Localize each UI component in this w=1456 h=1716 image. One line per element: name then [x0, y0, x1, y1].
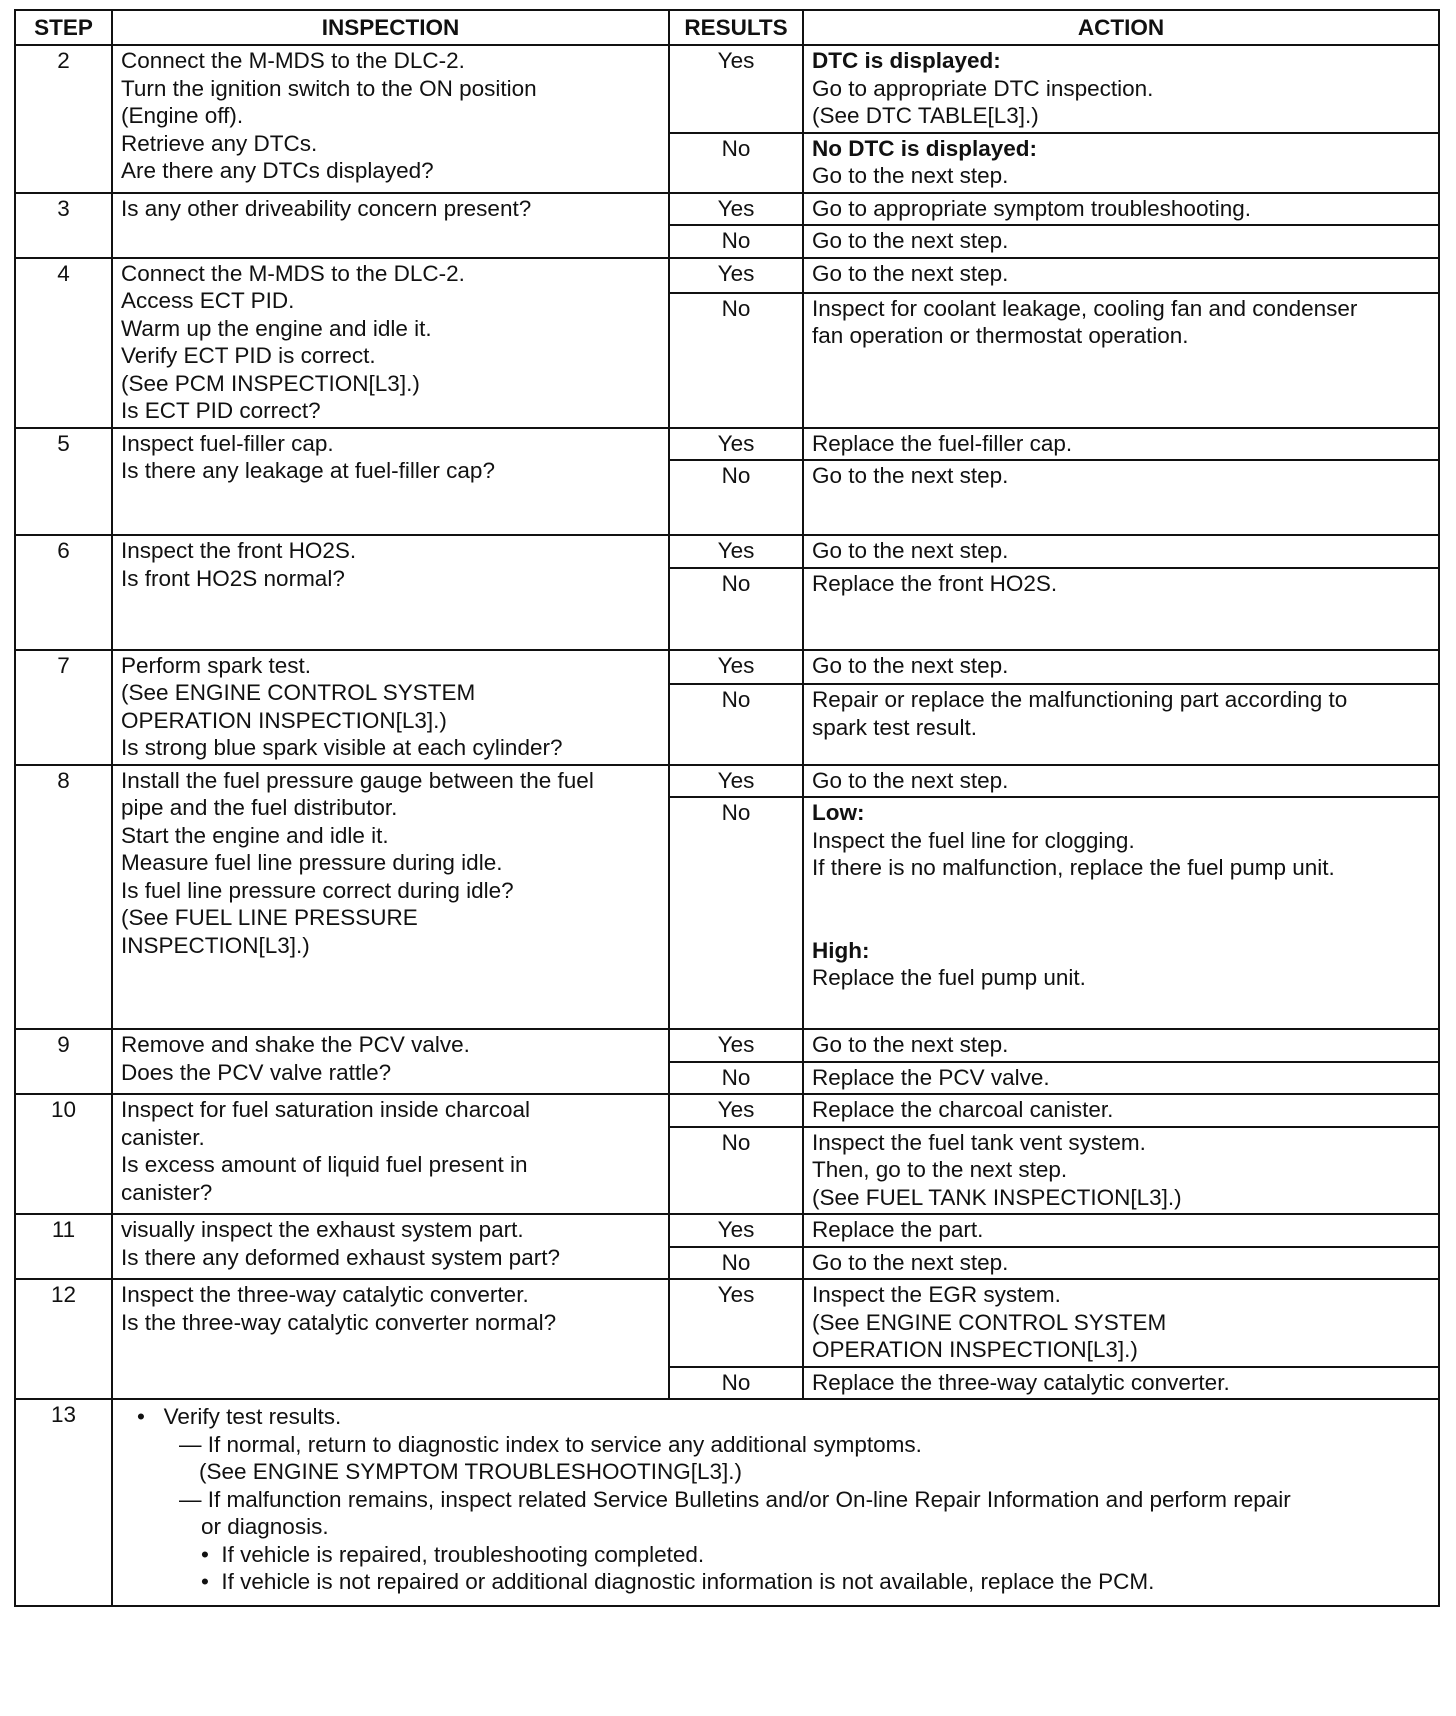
inspection-line: Is front HO2S normal? — [121, 565, 345, 591]
table-row — [15, 1279, 1439, 1367]
final-line: (See ENGINE SYMPTOM TROUBLESHOOTING[L3].) — [199, 1459, 743, 1484]
result-yes: Yes — [669, 258, 803, 293]
inspection-line: Inspect the three-way catalytic converter. — [121, 1282, 529, 1307]
step-header: STEP — [15, 10, 112, 45]
step-number: 10 — [15, 1094, 112, 1214]
step-number: 5 — [15, 428, 112, 536]
result-no: No — [669, 568, 803, 650]
action-cell-yes — [803, 258, 1439, 293]
action-heading: High: — [812, 937, 870, 963]
action-line: Go to the next step. — [812, 260, 1009, 286]
final-instructions — [112, 1399, 1439, 1606]
inspection-line: (Engine off). — [121, 103, 244, 128]
inspection-line: canister. — [121, 1124, 205, 1150]
action-line: Inspect the fuel tank vent system. — [812, 1129, 1146, 1155]
action-line: Replace the fuel-filler cap. — [812, 430, 1073, 456]
result-yes: Yes — [669, 1029, 803, 1062]
action-line: (See ENGINE CONTROL SYSTEM — [812, 1309, 1167, 1335]
action-line: Go to the next step. — [812, 652, 1009, 678]
inspection-line: Is excess amount of liquid fuel present in — [121, 1152, 528, 1177]
action-cell-no — [803, 568, 1439, 650]
table-row — [15, 258, 1439, 293]
action-line: Replace the part. — [812, 1217, 984, 1242]
table-row — [15, 765, 1439, 798]
action-heading: Low: — [812, 800, 865, 825]
inspection-line: pipe and the fuel distributor. — [121, 795, 398, 820]
final-line: — If normal, return to diagnostic index to service any additional symptoms. — [179, 1431, 922, 1457]
result-no: No — [669, 1367, 803, 1400]
result-no: No — [669, 460, 803, 535]
inspection-cell — [112, 428, 669, 536]
inspection-cell — [112, 1214, 669, 1279]
inspection-line: Start the engine and idle it. — [121, 822, 389, 848]
step-number: 7 — [15, 650, 112, 765]
inspection-line: Retrieve any DTCs. — [121, 130, 318, 156]
inspection-line: Is there any deformed exhaust system part? — [121, 1244, 560, 1270]
action-header: ACTION — [803, 10, 1439, 45]
inspection-line: Is the three-way catalytic converter normal? — [121, 1309, 557, 1335]
action-line: Inspect for coolant leakage, cooling fan and condenser — [812, 295, 1358, 321]
action-line: Replace the fuel pump unit. — [812, 965, 1086, 990]
action-line: Go to the next step. — [812, 163, 1009, 188]
final-line: — If malfunction remains, inspect related Service Bulletins and/or On-line Repair Information and perform repair — [179, 1486, 1291, 1512]
inspection-cell — [112, 1094, 669, 1214]
action-line: Replace the PCV valve. — [812, 1064, 1050, 1090]
header-row — [15, 10, 1439, 45]
action-cell-yes — [803, 1029, 1439, 1062]
action-cell-yes — [803, 1094, 1439, 1127]
result-yes: Yes — [669, 650, 803, 685]
action-line: OPERATION INSPECTION[L3].) — [812, 1337, 1138, 1362]
inspection-line: Measure fuel line pressure during idle. — [121, 850, 503, 875]
inspection-cell — [112, 45, 669, 193]
inspection-line: canister? — [121, 1179, 213, 1205]
inspection-cell — [112, 650, 669, 765]
inspection-line: Connect the M-MDS to the DLC-2. — [121, 48, 465, 73]
action-line: (See FUEL TANK INSPECTION[L3].) — [812, 1184, 1182, 1210]
inspection-line: Turn the ignition switch to the ON position — [121, 75, 537, 101]
inspection-line: (See PCM INSPECTION[L3].) — [121, 370, 420, 396]
inspection-cell — [112, 1029, 669, 1094]
inspection-line: Remove and shake the PCV valve. — [121, 1032, 470, 1057]
action-line: spark test result. — [812, 714, 978, 740]
result-no: No — [669, 1127, 803, 1215]
inspection-line: Does the PCV valve rattle? — [121, 1059, 392, 1085]
action-heading: DTC is displayed: — [812, 48, 1001, 73]
result-yes: Yes — [669, 1279, 803, 1367]
action-cell-yes — [803, 535, 1439, 568]
table-row — [15, 1094, 1439, 1127]
inspection-line: Access ECT PID. — [121, 288, 295, 313]
result-no: No — [669, 1062, 803, 1095]
spacer — [812, 882, 1430, 910]
result-yes: Yes — [669, 193, 803, 226]
troubleshooting-table — [14, 9, 1440, 1607]
inspection-line: Are there any DTCs displayed? — [121, 158, 434, 183]
table-row — [15, 1214, 1439, 1247]
action-line: Go to the next step. — [812, 463, 1009, 488]
inspection-line: Inspect the front HO2S. — [121, 538, 357, 563]
table-body — [15, 45, 1439, 1606]
action-cell-no — [803, 1127, 1439, 1215]
table-row — [15, 45, 1439, 133]
inspection-line: visually inspect the exhaust system part. — [121, 1217, 524, 1242]
action-line: Repair or replace the malfunctioning part according to — [812, 687, 1348, 713]
action-cell-yes — [803, 45, 1439, 133]
action-line: Then, go to the next step. — [812, 1157, 1068, 1182]
action-cell-yes — [803, 1214, 1439, 1247]
inspection-line: (See ENGINE CONTROL SYSTEM — [121, 680, 476, 705]
final-line: or diagnosis. — [201, 1514, 329, 1539]
action-line: Go to the next step. — [812, 1249, 1009, 1275]
action-cell-no — [803, 133, 1439, 193]
table-row — [15, 650, 1439, 685]
result-no: No — [669, 1247, 803, 1280]
inspection-line: Is fuel line pressure correct during idle? — [121, 877, 514, 903]
result-yes: Yes — [669, 45, 803, 133]
final-row — [15, 1399, 1439, 1606]
step-number: 12 — [15, 1279, 112, 1399]
result-no: No — [669, 133, 803, 193]
action-cell-no — [803, 225, 1439, 258]
inspection-header: INSPECTION — [112, 10, 669, 45]
action-cell-no — [803, 460, 1439, 535]
step-number: 2 — [15, 45, 112, 193]
inspection-cell — [112, 535, 669, 650]
step-number: 3 — [15, 193, 112, 258]
inspection-line: Inspect fuel-filler cap. — [121, 430, 334, 456]
inspection-line: Is there any leakage at fuel-filler cap? — [121, 458, 495, 483]
final-line: • If vehicle is not repaired or additional diagnostic information is not available, replace the PCM. — [201, 1569, 1155, 1594]
action-line: (See DTC TABLE[L3].) — [812, 103, 1039, 128]
step-number: 9 — [15, 1029, 112, 1094]
table-row — [15, 535, 1439, 568]
step-number: 4 — [15, 258, 112, 428]
final-line: • If vehicle is repaired, troubleshooting completed. — [201, 1541, 705, 1567]
result-yes: Yes — [669, 428, 803, 461]
action-line: Go to the next step. — [812, 767, 1009, 793]
inspection-cell — [112, 765, 669, 1030]
inspection-line: OPERATION INSPECTION[L3].) — [121, 707, 447, 733]
action-line: Replace the charcoal canister. — [812, 1097, 1114, 1122]
action-cell-no — [803, 293, 1439, 428]
action-heading: No DTC is displayed: — [812, 135, 1038, 161]
spacer — [812, 909, 1430, 937]
action-line: fan operation or thermostat operation. — [812, 323, 1189, 349]
result-yes: Yes — [669, 765, 803, 798]
inspection-line: Perform spark test. — [121, 652, 312, 678]
action-line: Go to the next step. — [812, 538, 1009, 563]
inspection-line: Is ECT PID correct? — [121, 398, 321, 423]
step-number: 8 — [15, 765, 112, 1030]
action-line: Inspect the fuel line for clogging. — [812, 827, 1135, 853]
step-number: 13 — [15, 1399, 112, 1606]
inspection-line: Connect the M-MDS to the DLC-2. — [121, 260, 465, 286]
action-cell-yes — [803, 428, 1439, 461]
action-cell-yes — [803, 193, 1439, 226]
table-row — [15, 193, 1439, 226]
inspection-line: Warm up the engine and idle it. — [121, 315, 432, 341]
step-number: 11 — [15, 1214, 112, 1279]
table-row — [15, 1029, 1439, 1062]
action-cell-no — [803, 1367, 1439, 1400]
result-no: No — [669, 684, 803, 764]
action-line: Go to the next step. — [812, 1032, 1009, 1057]
inspection-cell — [112, 1279, 669, 1399]
inspection-cell — [112, 193, 669, 258]
inspection-line: Inspect for fuel saturation inside charcoal — [121, 1097, 530, 1122]
action-line: Go to appropriate DTC inspection. — [812, 75, 1154, 101]
result-yes: Yes — [669, 535, 803, 568]
action-cell-yes — [803, 1279, 1439, 1367]
action-line: Replace the three-way catalytic converter. — [812, 1369, 1230, 1395]
action-cell-no — [803, 1062, 1439, 1095]
inspection-cell — [112, 258, 669, 428]
action-line: Go to appropriate symptom troubleshooting. — [812, 195, 1251, 221]
final-line: • Verify test results. — [137, 1404, 342, 1429]
inspection-line: Is any other driveability concern present? — [121, 195, 532, 221]
action-cell-no — [803, 684, 1439, 764]
result-no: No — [669, 225, 803, 258]
action-cell-yes — [803, 650, 1439, 685]
action-cell-no — [803, 1247, 1439, 1280]
action-cell-no — [803, 797, 1439, 1029]
result-no: No — [669, 293, 803, 428]
step-number: 6 — [15, 535, 112, 650]
inspection-line: Install the fuel pressure gauge between the fuel — [121, 767, 594, 793]
inspection-line: Verify ECT PID is correct. — [121, 343, 376, 368]
result-yes: Yes — [669, 1214, 803, 1247]
action-cell-yes — [803, 765, 1439, 798]
diagnostic-page — [14, 9, 1438, 1607]
action-line: Inspect the EGR system. — [812, 1282, 1061, 1307]
result-yes: Yes — [669, 1094, 803, 1127]
action-line: If there is no malfunction, replace the fuel pump unit. — [812, 855, 1335, 880]
result-no: No — [669, 797, 803, 1029]
inspection-line: (See FUEL LINE PRESSURE — [121, 905, 418, 930]
inspection-line: INSPECTION[L3].) — [121, 932, 310, 958]
inspection-line: Is strong blue spark visible at each cylinder? — [121, 735, 563, 760]
table-row — [15, 428, 1439, 461]
results-header: RESULTS — [669, 10, 803, 45]
action-line: Replace the front HO2S. — [812, 570, 1058, 596]
action-line: Go to the next step. — [812, 228, 1009, 253]
